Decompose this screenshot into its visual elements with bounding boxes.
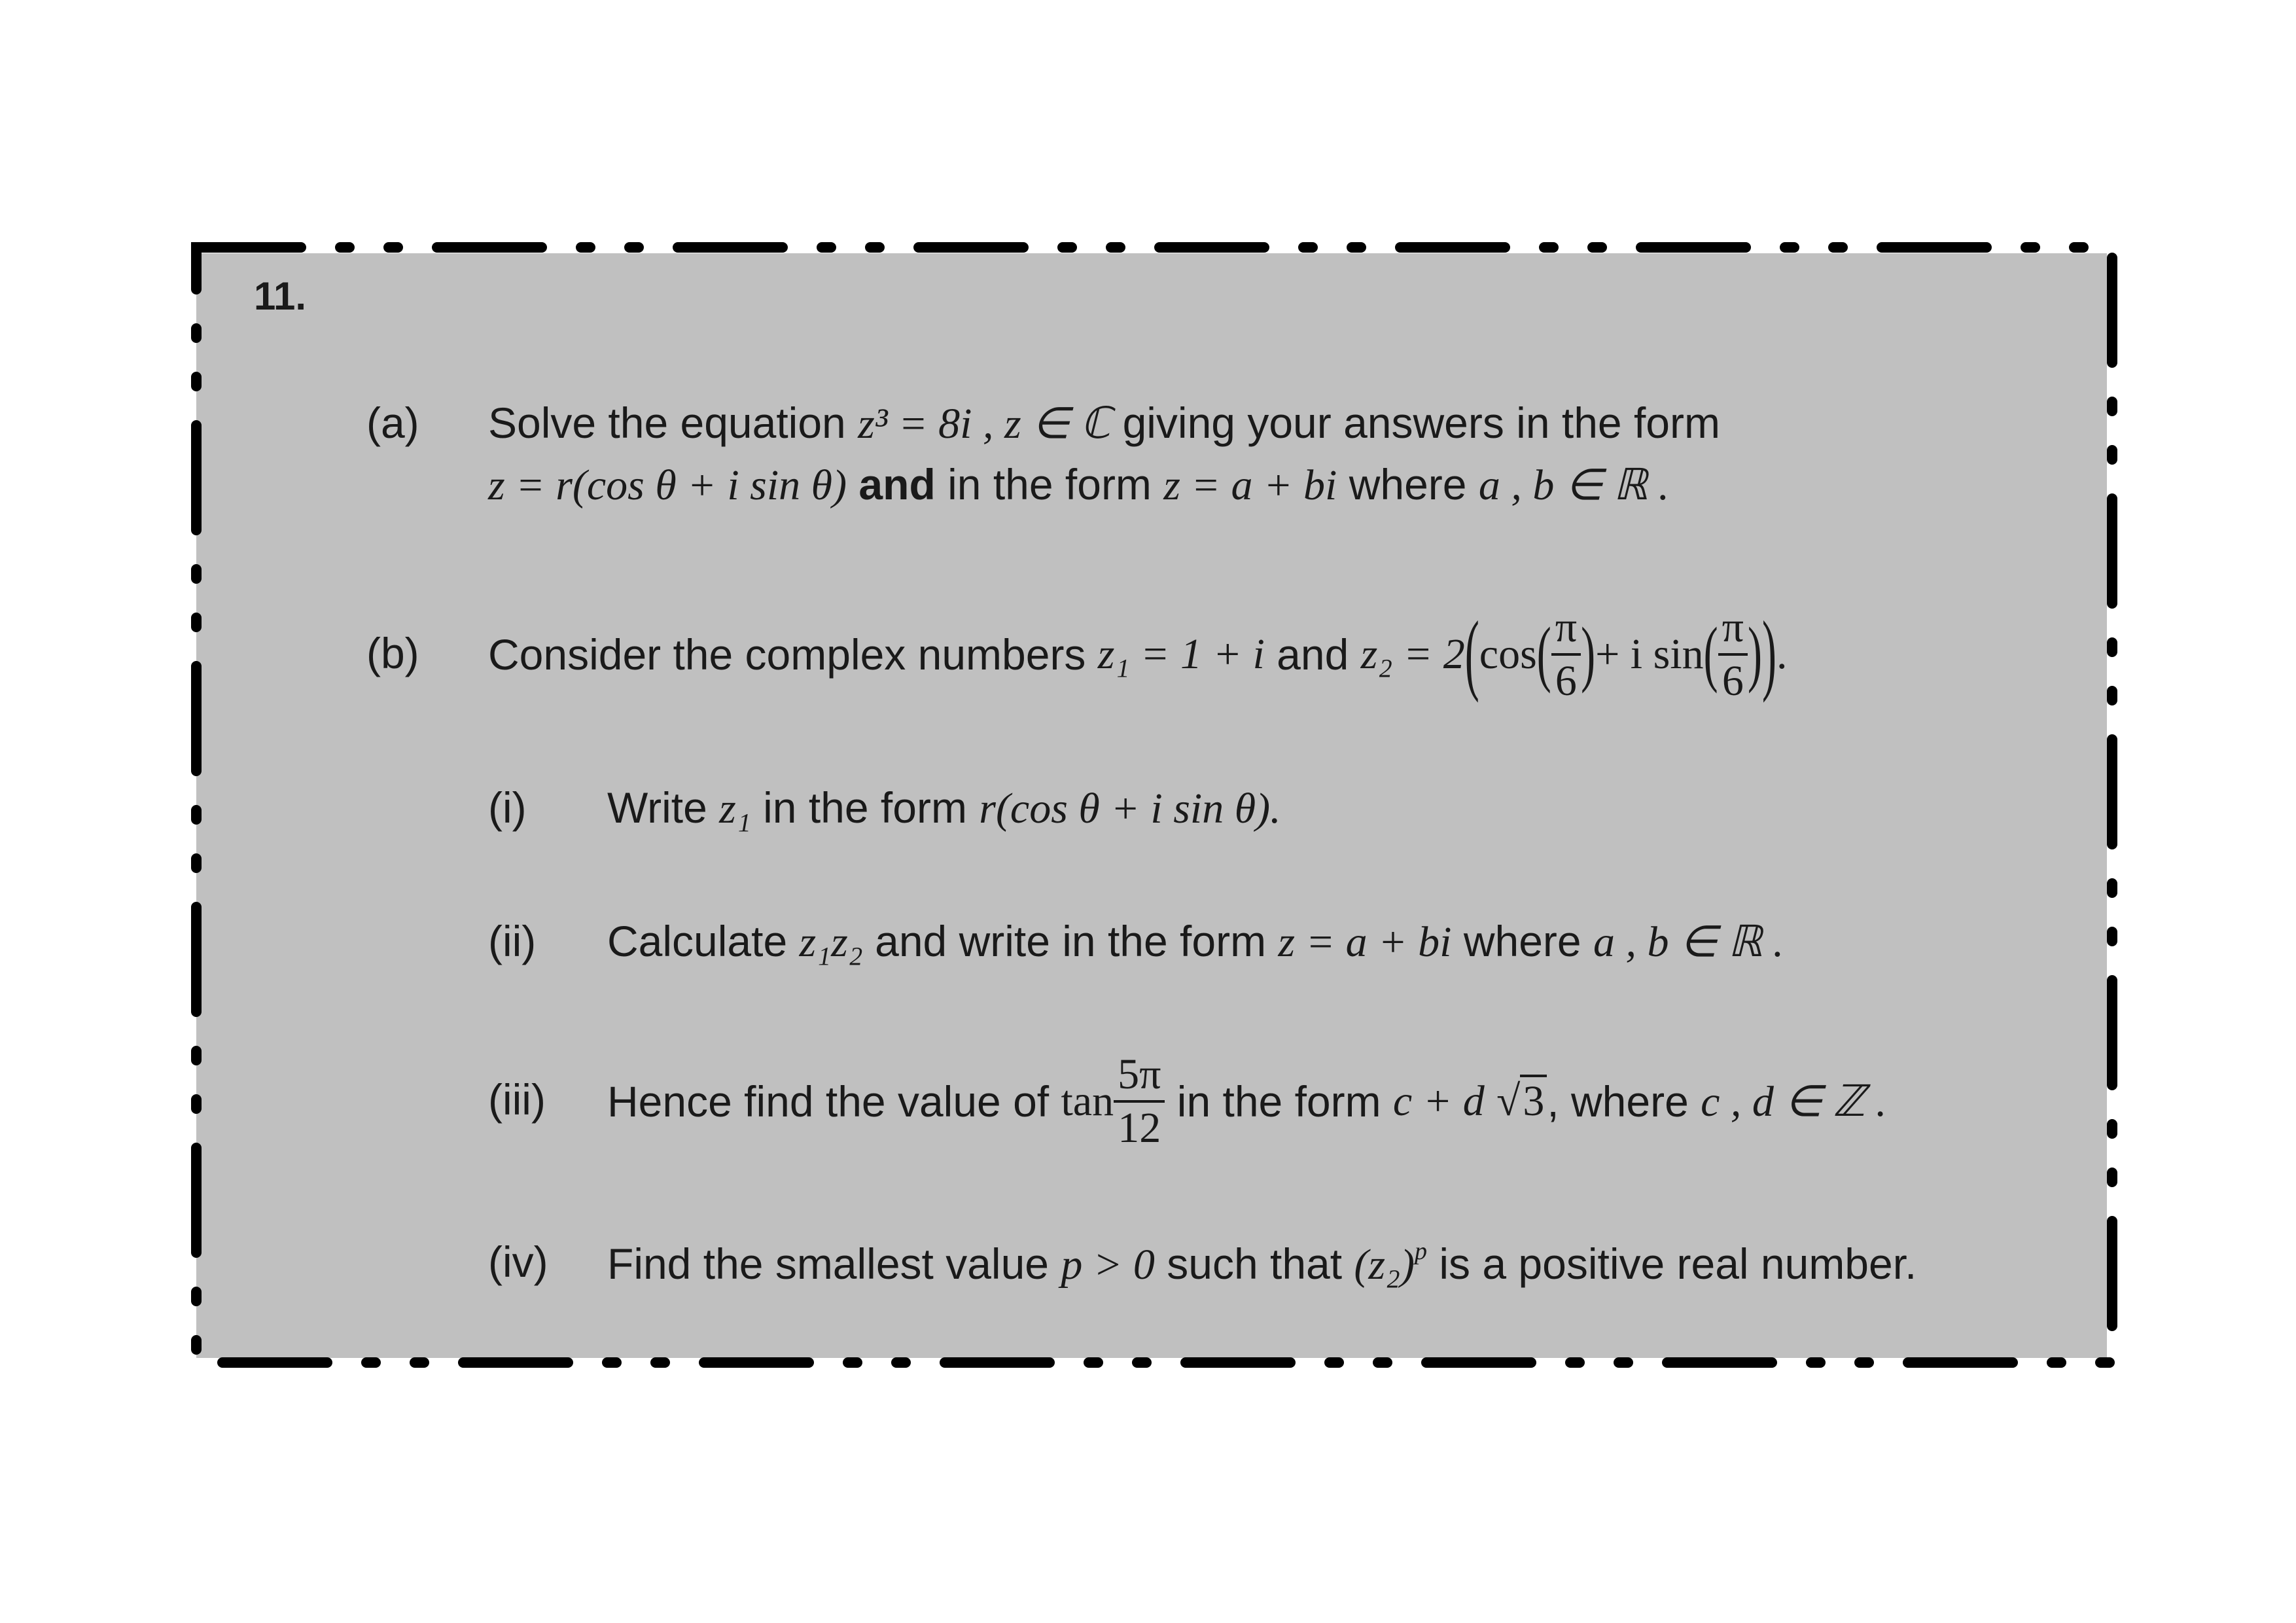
p-condition: p > 0 <box>1061 1241 1155 1289</box>
cos-close-paren: ) <box>1581 613 1596 695</box>
frac1-denominator: 6 <box>1555 657 1577 705</box>
pi-over-6-fraction-1 <box>1551 603 1581 705</box>
tan-denominator: 12 <box>1118 1104 1161 1152</box>
part-b-iv-line <box>607 1237 1916 1290</box>
part-b-ii-text-2: and write in the form <box>875 917 1267 965</box>
z2-lhs: z₂ = 2 <box>1360 630 1465 678</box>
intro-period: . <box>1776 630 1788 678</box>
part-b-ii-form: z = a + bi <box>1278 918 1452 966</box>
part-b-i-var: z₁ <box>719 785 751 832</box>
part-b-i-label: (i) <box>488 783 527 832</box>
cos-label: cos <box>1479 630 1537 678</box>
part-a-label: (a) <box>366 399 419 447</box>
part-b-ii-text-1: Calculate <box>607 917 788 965</box>
five-pi-over-twelve <box>1114 1050 1165 1152</box>
pi-over-6-fraction-2 <box>1718 603 1748 705</box>
part-b-i-text-1: Write <box>607 783 707 832</box>
cartesian-form: z = a + bi <box>1163 461 1337 509</box>
sqrt-radicand: 3 <box>1520 1075 1547 1125</box>
z2-open-paren: ( <box>1464 603 1479 704</box>
part-b-iii-line <box>607 1039 1887 1164</box>
part-b-iii-label: (iii) <box>488 1075 546 1124</box>
part-b-i-line <box>607 783 1281 834</box>
part-b-label: (b) <box>366 629 419 677</box>
c-plus-d: c + d <box>1392 1077 1485 1125</box>
part-b-intro <box>488 589 1787 720</box>
part-b-iii-text-1: Hence find the value of <box>607 1077 1050 1126</box>
part-b-ii-line <box>607 916 1784 967</box>
question-number: 11. <box>254 274 307 318</box>
part-b-iv-text-3: is a positive real number. <box>1439 1240 1917 1288</box>
real-condition: a , b ∈ ℝ . <box>1478 461 1670 509</box>
part-b-i-text-2: in the form <box>763 783 967 832</box>
part-b-ii-label: (ii) <box>488 917 537 965</box>
frac2-denominator: 6 <box>1722 657 1744 705</box>
tan-numerator: 5π <box>1114 1053 1165 1103</box>
part-b-iii-text-3: , where <box>1547 1077 1689 1126</box>
part-b-iv-label: (iv) <box>488 1238 548 1286</box>
frac1-numerator: π <box>1551 606 1581 656</box>
part-b-text-1: Consider the complex numbers <box>488 630 1086 679</box>
cos-open-paren: ( <box>1536 613 1551 695</box>
part-a-text-1: Solve the equation <box>488 399 846 447</box>
part-a-line-1 <box>488 398 1720 449</box>
part-b-i-form: r(cos θ + i sin θ). <box>979 785 1281 832</box>
part-b-and: and <box>1277 630 1349 679</box>
part-a-line-2 <box>488 459 1669 510</box>
part-a-equation: z³ = 8i , z ∈ ℂ <box>858 400 1111 448</box>
part-a-text-4: where <box>1349 460 1467 508</box>
z2-power: (z₂) <box>1354 1241 1415 1289</box>
part-b-ii-cond: a , b ∈ ℝ . <box>1593 918 1784 966</box>
isin-label: + i sin <box>1595 630 1704 678</box>
sin-close-paren: ) <box>1747 613 1762 695</box>
sin-open-paren: ( <box>1703 613 1718 695</box>
part-b-ii-text-3: where <box>1463 917 1581 965</box>
z1-definition: z₁ = 1 + i <box>1097 630 1265 678</box>
part-a-text-2: giving your answers in the form <box>1122 399 1720 447</box>
tan-label: tan <box>1061 1077 1114 1125</box>
power-p: p <box>1415 1238 1428 1265</box>
part-b-iii-text-2: in the form <box>1176 1077 1381 1126</box>
part-b-ii-var: z₁z₂ <box>799 918 863 966</box>
part-b-iii-cond: c , d ∈ ℤ . <box>1701 1078 1887 1126</box>
and-bold: and <box>858 460 936 508</box>
polar-form: z = r(cos θ + i sin θ) <box>488 461 847 509</box>
part-a-text-3: in the form <box>947 460 1152 508</box>
frac2-numerator: π <box>1718 606 1748 656</box>
z2-close-paren: ) <box>1761 603 1776 704</box>
sqrt-three: √3 <box>1496 1077 1547 1126</box>
part-b-iv-text-1: Find the smallest value <box>607 1240 1049 1288</box>
part-b-iv-text-2: such that <box>1167 1240 1343 1288</box>
